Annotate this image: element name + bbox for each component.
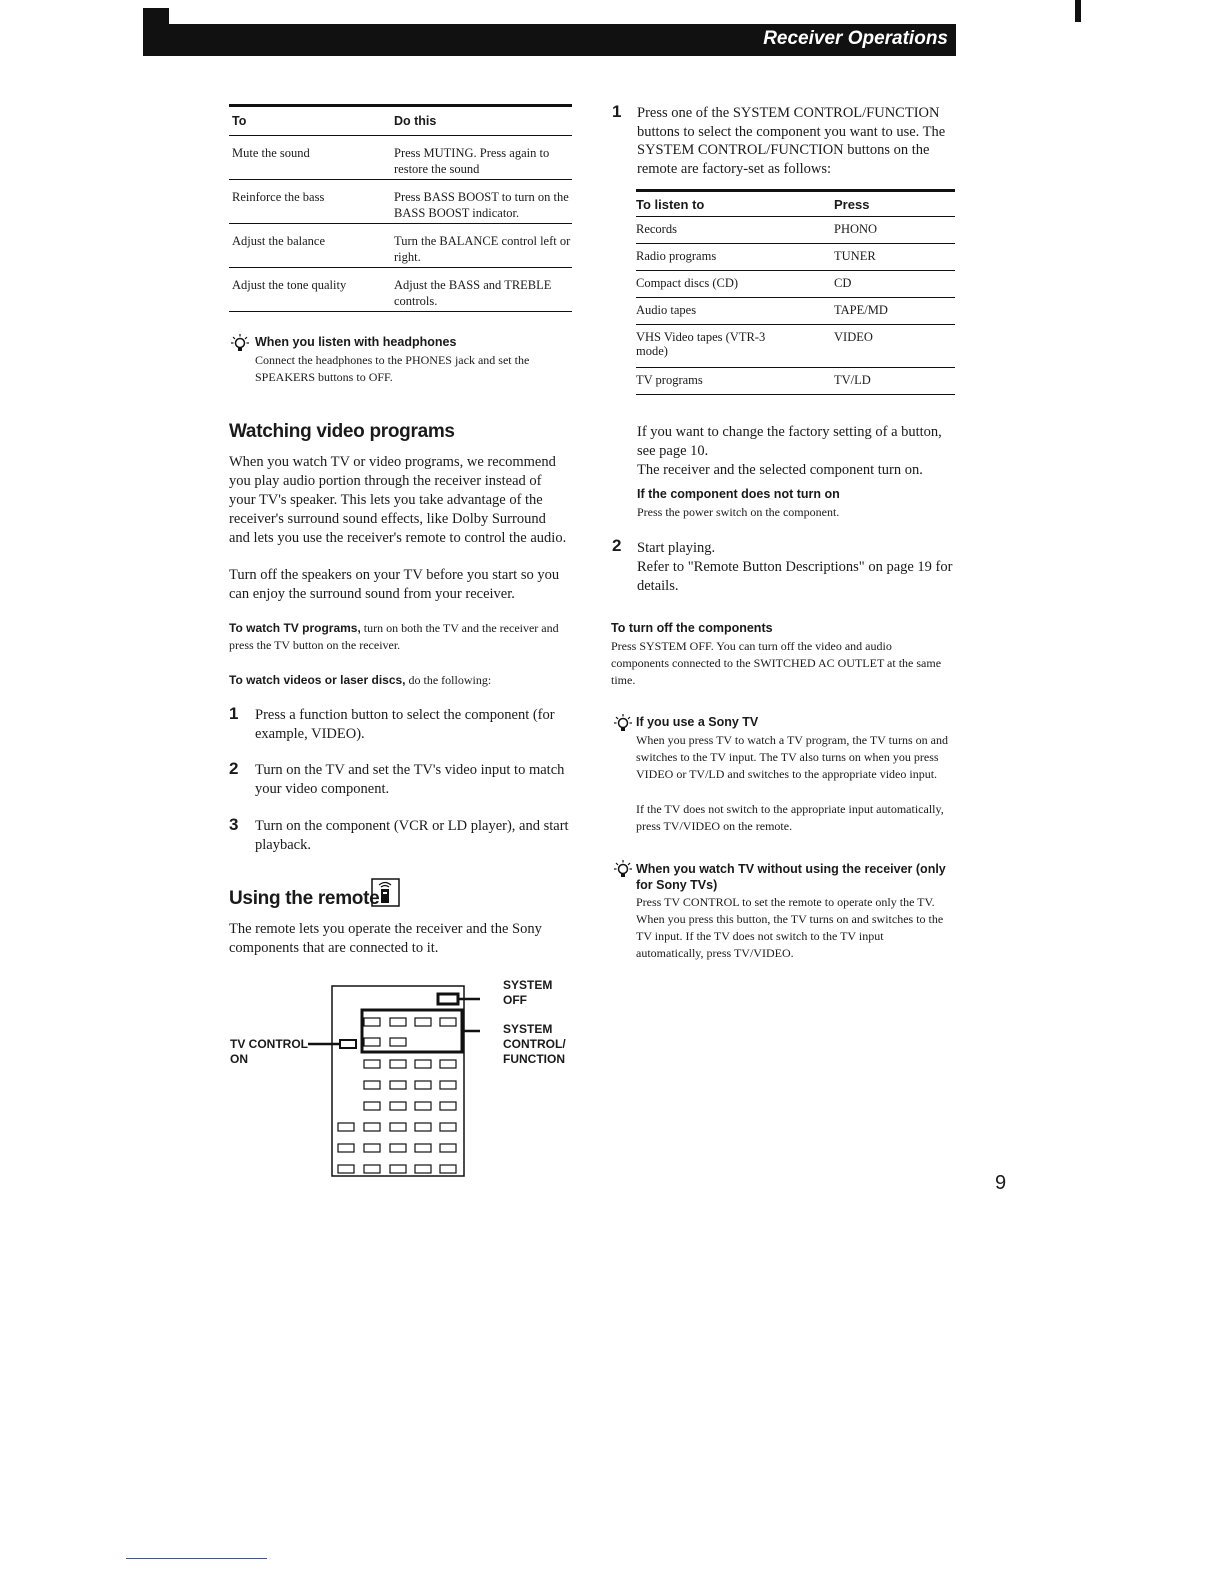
table-row <box>636 271 955 298</box>
table-cell-listen: Records <box>636 222 677 236</box>
tip-sony-text-2: If the TV does not switch to the appropriate input automatically, press TV/VIDEO on the remote. <box>636 802 944 833</box>
table-row <box>636 298 955 325</box>
remote-text: The remote lets you operate the receiver and the Sony components that are connected to it. <box>229 921 542 956</box>
watching-title: Watching video programs <box>229 421 455 442</box>
watch-tv-text: turn on both the TV and the receiver and press the TV button on the receiver. <box>229 621 559 652</box>
lightbulb-icon <box>231 334 249 354</box>
table-row <box>636 368 955 395</box>
table-cell-do: Turn the BALANCE control left or right. <box>394 234 571 264</box>
function-table <box>636 189 955 395</box>
turn-off-text: Press SYSTEM OFF. You can turn off the video and audio components connected to the SWITCHED AC OUTLET at the same time. <box>611 639 942 687</box>
remote-icon <box>371 878 400 907</box>
step-number: 2 <box>229 759 239 778</box>
table-row <box>636 325 955 368</box>
change-setting-text: If you want to change the factory setting of a button, see page 10. <box>637 424 942 459</box>
watch-video-paragraph <box>229 672 569 689</box>
table-cell-press: TUNER <box>834 249 876 263</box>
operations-table <box>229 104 572 312</box>
table-header-row <box>229 106 572 136</box>
watching-paragraph-2: Turn off the speakers on your TV before you start so you can enjoy the surround sound from your receiver. <box>229 567 560 602</box>
not-on-title: If the component does not turn on <box>637 487 840 501</box>
tip-sony-text-1: When you press TV to watch a TV program, the TV turns on and switches to the TV input. The TV also turns on when you press VIDEO or TV/LD and switches to the appropriate video input. <box>636 733 948 781</box>
table-cell-listen: TV programs <box>636 373 703 387</box>
corner-mark <box>1075 0 1081 22</box>
table-row <box>229 268 572 312</box>
col-do-header: Do this <box>394 114 437 128</box>
table-cell-to: Adjust the tone quality <box>232 278 347 292</box>
table-cell-to: Mute the sound <box>232 146 310 160</box>
step-number: 2 <box>612 536 622 555</box>
watch-video-lead: To watch videos or laser discs, <box>229 673 406 687</box>
table-cell-press: TAPE/MD <box>834 303 888 317</box>
tip-headphones-text: Connect the headphones to the PHONES jack and set the SPEAKERS buttons to OFF. <box>255 353 530 384</box>
table-cell-press: TV/LD <box>834 373 871 387</box>
watching-paragraph-1: When you watch TV or video programs, we recommend you play audio portion through the receiver instead of your TV's speaker. This lets you take advantage of the receiver's surround sound effects, like Dolby Surround and lets you use the receiver's remote to control the audio. <box>229 454 567 546</box>
tip-tv-text: Press TV CONTROL to set the remote to operate only the TV. When you press this button, the TV turns on and switches to the TV input. If the TV does not switch to the TV input automatically, press TV/VIDEO. <box>636 895 944 960</box>
watch-video-text: do the following: <box>408 673 492 687</box>
label-tv-control-on <box>230 1037 308 1067</box>
label-system-off <box>503 978 552 1008</box>
step-text: Turn on the component (VCR or LD player), and start playback. <box>255 818 569 853</box>
turn-on-text: The receiver and the selected component turn on. <box>637 462 923 478</box>
watch-tv-lead: To watch TV programs, <box>229 621 361 635</box>
label-system-off-line1: SYSTEM <box>503 978 553 992</box>
step-text: Press a function button to select the component (for example, VIDEO). <box>255 707 555 742</box>
tip-headphones-title: When you listen with headphones <box>255 335 457 349</box>
label-system-off-line2: OFF <box>503 993 527 1007</box>
step1-text: Press one of the SYSTEM CONTROL/FUNCTION buttons to select the component you want to use. The SYSTEM CONTROL/FUNCTION buttons on the remote are factory-set as follows: <box>637 105 946 177</box>
table-row <box>636 244 955 271</box>
step-number: 1 <box>229 704 239 723</box>
table-cell-listen: Compact discs (CD) <box>636 276 739 290</box>
page-title: Receiver Operations <box>763 28 948 49</box>
footer-rule <box>126 1558 267 1559</box>
step2-line2: Refer to "Remote Button Descriptions" on page 19 for details. <box>637 559 953 594</box>
step-number: 3 <box>229 815 239 834</box>
label-sys-ctrl-line1: SYSTEM <box>503 1022 553 1036</box>
label-tv-line1: TV CONTROL <box>230 1037 308 1051</box>
label-sys-ctrl-line3: FUNCTION <box>503 1052 565 1066</box>
lightbulb-icon <box>614 714 632 734</box>
step-text: Turn on the TV and set the TV's video input to match your video component. <box>255 762 565 797</box>
table-cell-do: Adjust the BASS and TREBLE controls. <box>394 278 552 308</box>
table-cell-to: Adjust the balance <box>232 234 326 248</box>
table-row <box>229 180 572 224</box>
turn-off-title: To turn off the components <box>611 621 773 635</box>
label-sys-ctrl-line2: CONTROL/ <box>503 1037 566 1051</box>
watch-tv-paragraph <box>229 620 569 654</box>
table-cell-listen: Radio programs <box>636 249 717 263</box>
table-header-row <box>636 191 955 217</box>
tip-tv-title: When you watch TV without using the receiver (only for Sony TVs) <box>636 862 946 892</box>
step2-line1: Start playing. <box>637 540 716 556</box>
table-cell-do: Press BASS BOOST to turn on the BASS BOOST indicator. <box>394 190 569 220</box>
tip-sony-title: If you use a Sony TV <box>636 715 759 729</box>
step-number: 1 <box>612 102 622 121</box>
table-cell-press: VIDEO <box>834 330 873 344</box>
col-to-header: To <box>232 114 247 128</box>
remote-title: Using the remote <box>229 888 380 909</box>
col-listen-header: To listen to <box>636 197 705 212</box>
page-number: 9 <box>995 1172 1007 1194</box>
table-cell-listen: Audio tapes <box>636 303 697 317</box>
table-row <box>229 224 572 268</box>
table-row <box>636 217 955 244</box>
col-press-header: Press <box>834 197 870 212</box>
table-cell-press: CD <box>834 276 852 290</box>
table-cell-press: PHONO <box>834 222 878 236</box>
table-cell-do: Press MUTING. Press again to restore the sound <box>394 146 550 176</box>
table-cell-to: Reinforce the bass <box>232 190 325 204</box>
not-on-text: Press the power switch on the component. <box>637 505 840 519</box>
table-row <box>229 136 572 180</box>
label-tv-line2: ON <box>230 1052 248 1066</box>
lightbulb-icon <box>614 860 632 880</box>
label-system-control-function <box>503 1022 566 1067</box>
remote-diagram <box>300 980 480 1180</box>
table-cell-listen: VHS Video tapes (VTR-3 mode) <box>636 330 766 358</box>
